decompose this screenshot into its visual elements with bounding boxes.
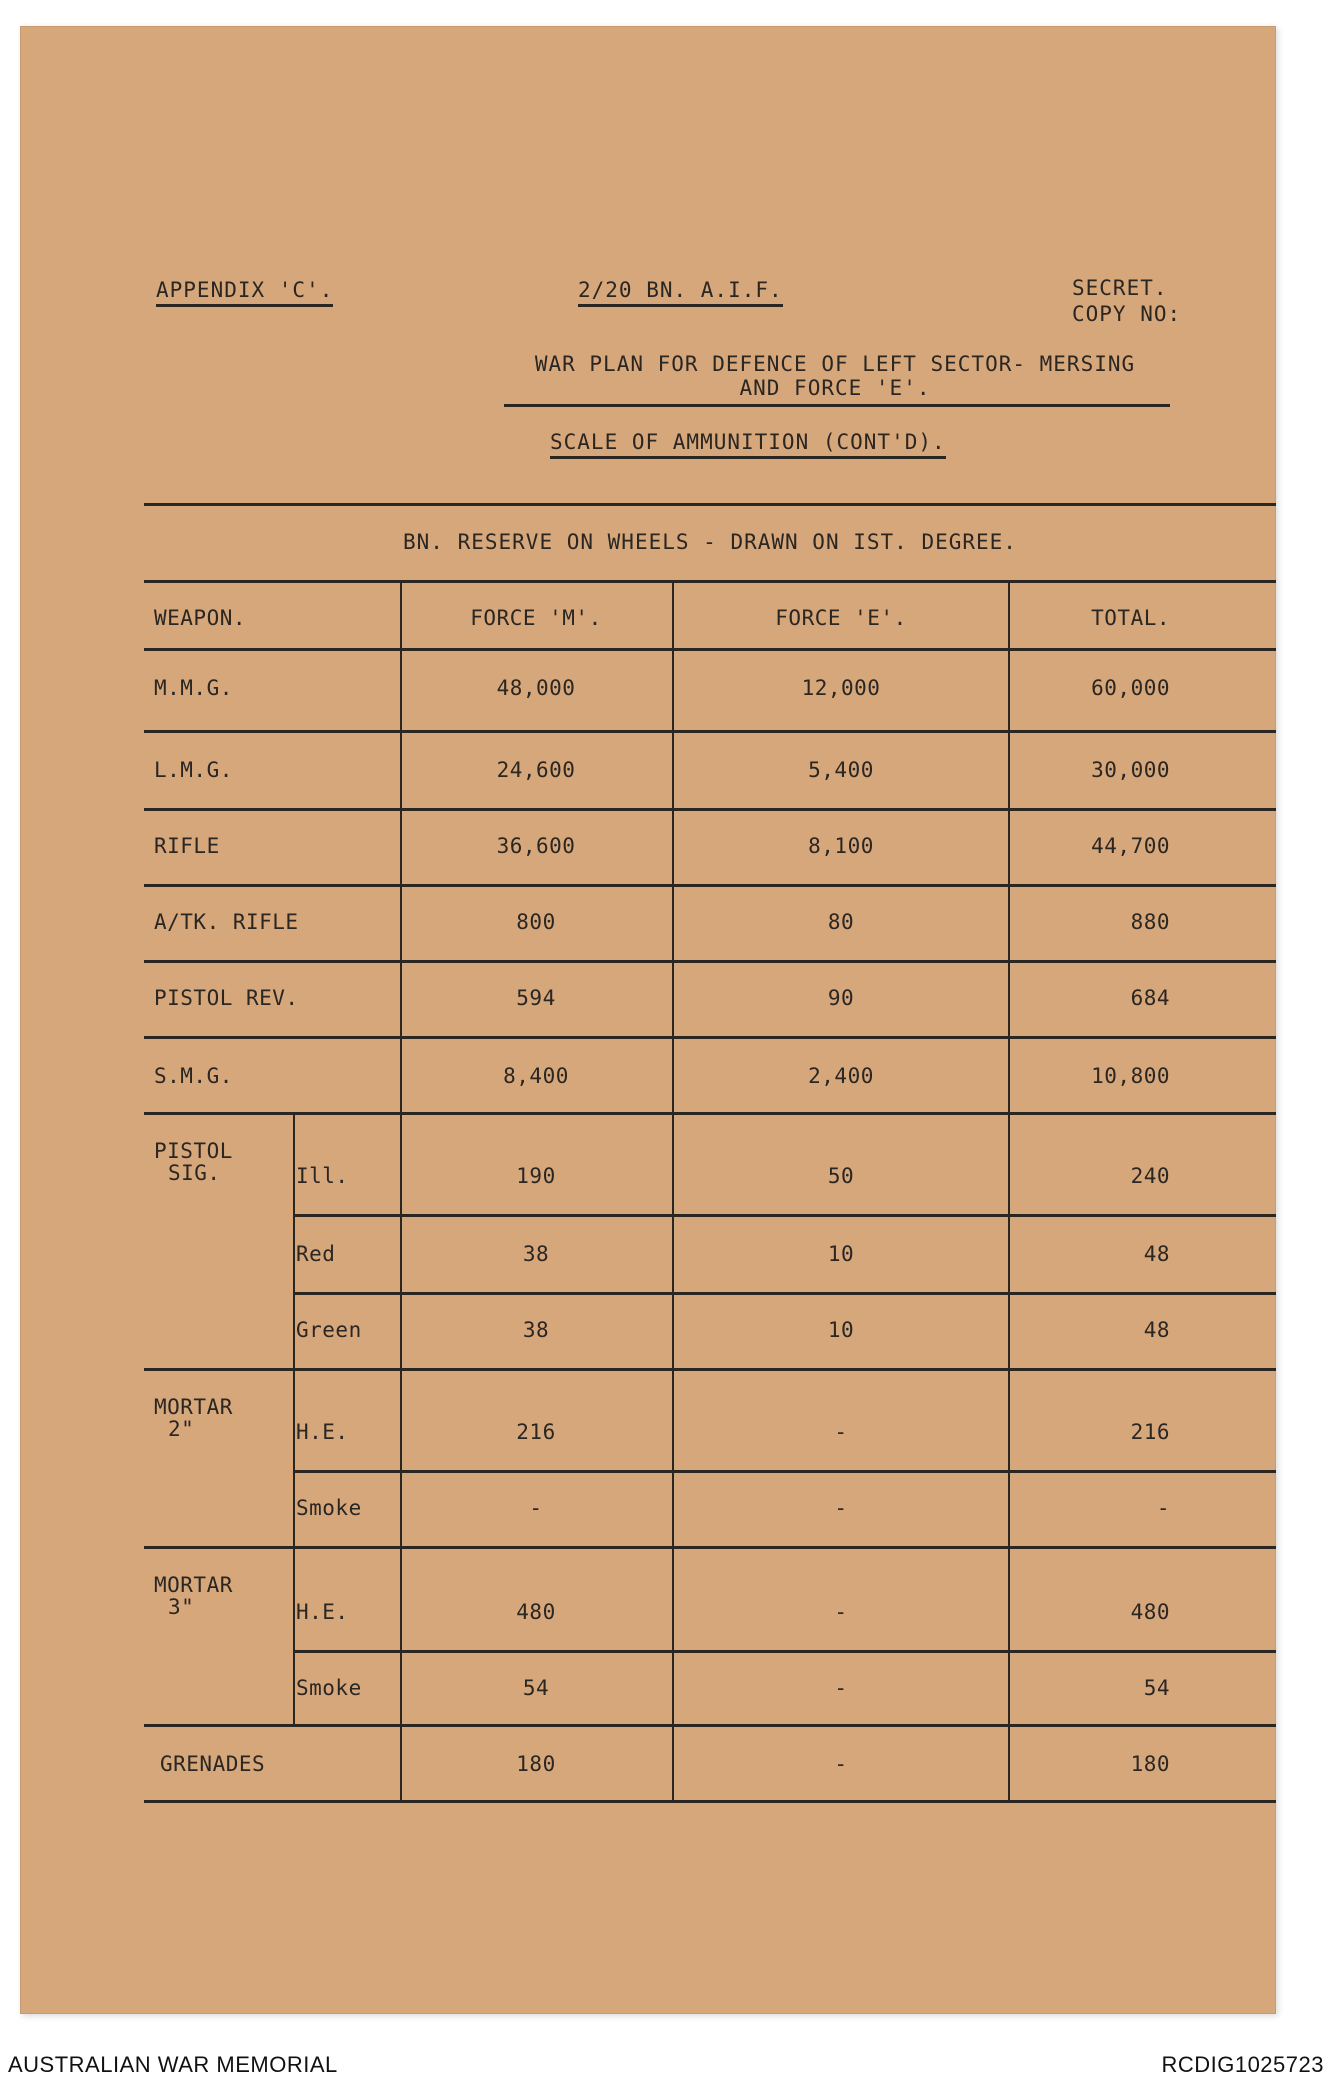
row-rule (144, 1036, 1276, 1039)
subrow-force-m: 216 (516, 1420, 556, 1444)
col-header-force-e: FORCE 'E'. (775, 606, 907, 630)
subrow-total: 240 (1130, 1164, 1170, 1188)
subrow-force-e: 10 (827, 1242, 855, 1266)
subrow-type: H.E. (296, 1420, 349, 1444)
row-weapon: M.M.G. (154, 676, 233, 700)
row-rule (144, 1112, 1276, 1115)
subrow-rule (293, 1292, 1276, 1295)
subrow-force-m: - (529, 1496, 543, 1520)
row-force-e: 90 (827, 986, 855, 1010)
classification-block (1072, 275, 1181, 327)
subrow-force-e: - (834, 1600, 848, 1624)
row-total: 30,000 (1091, 758, 1170, 782)
table-bottom-rule (144, 1800, 1276, 1803)
group-weapon-line2: 3" (168, 1595, 195, 1619)
subrow-total: 48 (1143, 1242, 1170, 1266)
row-total: 44,700 (1091, 834, 1170, 858)
row-total: 880 (1130, 910, 1170, 934)
unit-label (578, 278, 783, 302)
appendix-label (156, 278, 333, 302)
row-weapon: PISTOL REV. (154, 986, 299, 1010)
unit-text: 2/20 BN. A.I.F. (578, 278, 783, 307)
row-rule (144, 730, 1276, 733)
subrow-force-m: 54 (522, 1676, 550, 1700)
subrow-rule (293, 1470, 1276, 1473)
scale-title (550, 430, 946, 454)
subrow-force-e: 10 (827, 1318, 855, 1342)
subrow-force-e: - (834, 1676, 848, 1700)
scale-title-text: SCALE OF AMMUNITION (CONT'D). (550, 430, 946, 459)
subrow-force-e: - (834, 1420, 848, 1444)
row-force-m: 180 (516, 1752, 556, 1776)
subrow-rule (293, 1214, 1276, 1217)
group-rule (144, 1724, 1276, 1727)
group-rule (144, 1546, 1276, 1549)
archive-credit: AUSTRALIAN WAR MEMORIAL (8, 2052, 338, 2077)
subtype-divider (293, 1114, 295, 1370)
group-weapon-line1: PISTOL (154, 1139, 233, 1163)
plan-title (500, 352, 1170, 400)
row-rule (144, 884, 1276, 887)
group-rule (144, 1368, 1276, 1371)
col-header-weapon: WEAPON. (154, 606, 247, 630)
row-total: 180 (1130, 1752, 1170, 1776)
subrow-rule (293, 1650, 1276, 1653)
group-weapon-line2: 2" (168, 1417, 195, 1441)
row-force-e: 2,400 (808, 1064, 874, 1088)
subtype-divider (293, 1370, 295, 1546)
caption-rule (144, 580, 1276, 583)
row-total: 684 (1130, 986, 1170, 1010)
subrow-type: H.E. (296, 1600, 349, 1624)
row-force-m: 24,600 (496, 758, 576, 782)
row-force-e: 8,100 (808, 834, 874, 858)
subrow-force-m: 190 (516, 1164, 556, 1188)
group-weapon-line1: MORTAR (154, 1573, 233, 1597)
group-weapon (154, 1140, 233, 1184)
subrow-total: 48 (1143, 1318, 1170, 1342)
table-caption: BN. RESERVE ON WHEELS - DRAWN ON IST. DEGREE. (403, 530, 1017, 554)
plan-title-line1: WAR PLAN FOR DEFENCE OF LEFT SECTOR- MERSING (534, 352, 1136, 376)
row-force-e: 12,000 (801, 676, 881, 700)
subrow-force-e: 50 (827, 1164, 855, 1188)
col-header-force-m: FORCE 'M'. (470, 606, 602, 630)
row-weapon: L.M.G. (154, 758, 233, 782)
row-force-e: 80 (827, 910, 855, 934)
subtype-divider (293, 1548, 295, 1724)
plan-title-line2: AND FORCE 'E'. (739, 376, 931, 400)
subrow-total: - (1156, 1496, 1170, 1520)
col-header-total: TOTAL. (1091, 606, 1170, 630)
subrow-type: Red (296, 1242, 336, 1266)
row-weapon: GRENADES (160, 1752, 266, 1776)
plan-title-rule (504, 404, 1170, 407)
row-force-e: - (834, 1752, 848, 1776)
table-top-rule (144, 503, 1276, 506)
row-force-m: 36,600 (496, 834, 576, 858)
row-total: 60,000 (1091, 676, 1170, 700)
subrow-total: 480 (1130, 1600, 1170, 1624)
subrow-type: Smoke (296, 1496, 362, 1520)
copy-no-text: COPY NO: (1072, 302, 1182, 326)
row-force-m: 800 (516, 910, 556, 934)
row-total: 10,800 (1091, 1064, 1170, 1088)
classification-text: SECRET. (1072, 276, 1168, 300)
group-weapon-line1: MORTAR (154, 1395, 233, 1419)
group-weapon (154, 1574, 233, 1618)
appendix-text: APPENDIX 'C'. (156, 278, 333, 307)
subrow-type: Ill. (296, 1164, 349, 1188)
subrow-force-e: - (834, 1496, 848, 1520)
subrow-type: Green (296, 1318, 362, 1342)
subrow-force-m: 38 (522, 1318, 550, 1342)
group-weapon-line2: SIG. (168, 1161, 221, 1185)
row-rule (144, 960, 1276, 963)
row-weapon: A/TK. RIFLE (154, 910, 299, 934)
row-force-m: 48,000 (496, 676, 576, 700)
row-force-e: 5,400 (808, 758, 874, 782)
group-weapon (154, 1396, 233, 1440)
archive-ref: RCDIG1025723 (1161, 2052, 1324, 2077)
row-rule (144, 808, 1276, 811)
row-weapon: RIFLE (154, 834, 220, 858)
header-rule (144, 648, 1276, 651)
row-force-m: 594 (516, 986, 556, 1010)
subrow-total: 216 (1130, 1420, 1170, 1444)
subrow-type: Smoke (296, 1676, 362, 1700)
subrow-force-m: 38 (522, 1242, 550, 1266)
subrow-total: 54 (1143, 1676, 1170, 1700)
subrow-force-m: 480 (516, 1600, 556, 1624)
row-force-m: 8,400 (503, 1064, 569, 1088)
row-weapon: S.M.G. (154, 1064, 233, 1088)
